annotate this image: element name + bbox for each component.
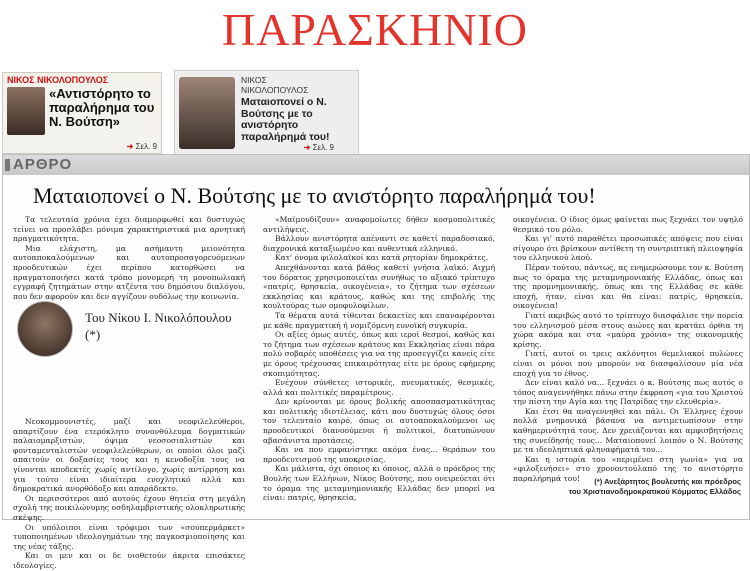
column-3 [513,215,743,484]
section-bar [3,155,749,175]
paragraph: Οι περισσότεροι από αυτούς έχουν θητεία στη μεγάλη σχολή της ποικιλώνυμης οσδηλαμβριστικής ολοκληρωτικής σκέψης. [13,493,245,522]
author-photo [17,301,73,357]
paragraph: Και να που εμφανίστηκε ακόμα ένας... θεράπων του προοδευτισμού της υποκρισίας. [263,445,495,464]
paragraph: Γιατί, αυτοί οι τρεις ακλόνητοι θεμελιακοί πυλώνες είναι οι μόνοι που μπορούν να διασφαλίσουν μία νέα εποχή για το έθνος. [513,349,743,378]
clip-left-photo [7,87,45,135]
paragraph: Και μάλιστα, όχι όποιος κι όποιος, αλλά ο πρόεδρος της Βουλής των Ελλήνων, Νίκος Βούτσης, που ονειρεύεται ότι το όραμα της μεταμνημονιακής Ελλάδας δεν μπορεί να είναι: πατρίς, θρησκεία, [263,464,495,503]
section-marker [5,159,10,171]
paragraph: Δεν κρίνονται με όρους βολικής αποσπασματικότητας και πολιτικής ιδιοτέλειας, κάτι που δυστυχώς όλους όσοι τον τελευταίο καιρό, όπως οι αυτοαποκαλούμενοι ως προοδευτικοί διανοούμενοι ή πολιτικοί, διατυπώνουν αβασάνιστα προτάσεις. [263,397,495,445]
article [2,154,750,570]
column-2 [263,215,495,503]
paragraph: Απεχθάνονται κατά βάθος καθετί γνήσια λαϊκό. Αιχμή του δόρατος χρησιμοποιείται συνήθως το αξιακό τρίπτυχο «πατρίς, θρησκεία, οικογένεια», το ζήτημα των σχέσεων εκκλησίας και κράτους, καθώς και της επιβολής της κουλτούρας των ομοφυλοφίλων. [263,262,495,311]
paragraph: Οι υπόλοιποι είναι τρόφιμοι των «σουπερμάρκετ» τυποποιημένων ιδεολογημάτων της παγκοσμιοποίησης και της νέας τάξης. [13,522,245,551]
clip-left-ref-text: Σελ. 9 [135,142,157,151]
author-byline: Του Νίκου Ι. Νικολόπουλου (*) [85,310,232,342]
author-box [13,299,245,361]
arrow-icon: ➜ [126,142,134,151]
clip-right [174,70,359,156]
clip-right-name-1: ΝΙΚΟΣ [241,75,267,85]
clip-left [2,72,162,154]
column-1-top [13,215,245,301]
arrow-icon: ➜ [303,143,311,152]
page-title: ΠΑΡΑΣΚΗΝΙΟ [221,4,529,55]
paragraph: «Μαϊμουδίζουν» αναφομοίωτες δήθεν κοσμοπολιτικές αντιλήψεις. [263,215,495,234]
clip-right-name [241,75,308,95]
paragraph: Πέραν τούτου, πάντως, ας ενημερώσουμε τον κ. Βούτση πως το όραμα της μεταμνημονιακής Ελλάδας, όπως και της προμνημονιακής, όπως και της Ελλάδας σε κάθε εποχή, ήταν, είναι και θα είναι: πατρίς, θρησκεία, οικογένεια! [513,262,743,311]
clip-right-photo [179,77,235,149]
paragraph: Και οι μεν και οι δε υιοθετούν άκριτα επισάκτες ιδεολογίες. [13,551,245,570]
masthead [0,0,750,62]
signature-line-2: του Χριστιανοδημοκρατικού Κόμματος Ελλάδος [568,487,741,496]
clip-left-name: ΝΙΚΟΣ ΝΙΚΟΛΟΠΟΥΛΟΣ [7,75,109,85]
clip-right-name-2: ΝΙΚΟΛΟΠΟΥΛΟΣ [241,85,309,95]
clip-right-headline: Ματαιοπονεί ο Ν. Βούτσης με το ανιστόρητο παραλήρημά του! [241,96,330,143]
section-label: ΑΡΘΡΟ [13,156,73,173]
column-1-bottom [13,417,245,571]
clip-left-headline: «Αντιστόρητο το παραλήρημα του Ν. Βούτση» [49,86,155,129]
clip-right-ref [304,143,334,152]
paragraph: οικογένεια. Ο ίδιος όμως φαίνεται πως ξεχνάει τον υψηλό θεσμικό του ρόλο. [513,215,743,234]
paragraph: Τα τελευταία χρόνια έχει διαμορφωθεί και δυστυχώς τείνει να προσλάβει μόνιμα χαρακτηριστικά μια αρνητική πραγματικότητα. [13,215,245,244]
signature-line-1: (*) Ανεξάρτητος βουλευτής και πρόεδρος [594,477,741,486]
author-signature [523,477,741,497]
paragraph: Και γι' αυτό παραθέτει προσωπικές απόψεις που είναι σίγουρο ότι βρίσκουν αντίθετη τη συντριπτική πλειοψηφία του ελληνικού λαού. [513,234,743,263]
paragraph: Βάλλουν ανιστόρητα απέναντι σε καθετί παραδοσιακό, διαχρονικά καταξιωμένο και αυθεντικά ελληνικό. [263,234,495,253]
paragraph: Δεν είναι καλό να... ξεχνάει ο κ. Βούτσης πως αυτός ο τόπος αναγεννήθηκε πάνω στην έκφραση «για του Χριστού την πίστη την Αγία και της Πατρίδας την ελευθερία». [513,378,743,407]
article-title: Ματαιοπονεί ο Ν. Βούτσης με το ανιστόρητο παραλήρημά του! [33,183,596,208]
paragraph: Κατ' όνομα φιλολαϊκοί και κατά ρητορίαν δημοκράτες. [275,253,489,263]
paragraph: Και έτσι θα αναγεννηθεί και πάλι. Οι Έλληνες έχουν πολλά μνημονικά βάσανα να αντιμετωπίσουν στην καθημερινότητά τους. Δεν χρειάζονται και αμφισβητήσεις της συνείδησής τους... Ματαιοπονεί λοιπόν ο Ν. Βούτσης με τα ιδεοληπτικά φληναφήματά του... [513,406,743,455]
clip-right-ref-text: Σελ. 9 [312,143,334,152]
paragraph: Και η ιστορία του «περιμένει στη γωνία» για να «φιλοξενήσει» στο χρονοντούλαπό της το ανιστόρητο παραλήρημά του! [513,454,743,484]
paragraph: Νεοκομμουνιστές, μαζί και νεοφιλελεύθεροι, απαρτίζουν ένα ετερόκλητο συνονθύλευμα δογματικών παλαιομαρξιστών, όψιμα νεοσοσιαλιστών και φονταμενταλιστών νεοφιλελεύθερων, οι οποίοι όλοι μαζί απαιτούν οι δοξασίες τους και η κενοδοξία τους να γίνονται αποδεκτές χωρίς αντίλογο, χωρίς αντίρρηση και για τούτο είναι ιδιαίτερα ενοχλητικό αλλά και δημοκρατικά ανορθόδοξο και απαράδεκτο. [13,417,245,494]
paragraph: Μια ελάχιστη, μα ασήμαντη μειονότητα αυτοαποκαλούμενων και αυτοπροσαγορευόμενων προοδευτικών έχει περίπου κατορθώσει να πραγματοποιήσει κατά τρόπο μονομερή τη μονοπωλιακή εγγραφή ζητημάτων στην ατζέντα του δημόσιου διαλόγου, που δεν αφορούν και δεν αγγίζουν ουδόλως την κοινωνία. [13,243,245,301]
paragraph: Ενέχουν σύνθετες ιστορικές, πνευματικές, θεσμικές, αλλά και πολιτικές παραμέτρους. [263,378,495,397]
paragraph: Οι αξίες όμως αυτές, όπως και ιεροί θεσμοί, καθώς και το ζήτημα των σχέσεων κράτους και Εκκλησίας είναι πάρα πολύ σοβαρές υποθέσεις για να της προσεγγίζει κανείς είτε με όρους τρέχουσας επικαιρότητας είτε με όρους εφήμερης σκοπιμότητας. [263,330,495,378]
paragraph: Τα θέματα αυτά τίθενται δεκαετίες και επαναφέρονται με κάθε πραγματική ή νομιζόμενη ευνοϊκή συγκυρία. [263,310,495,330]
clip-left-ref [127,142,157,151]
paragraph: Γιατί ακριβώς αυτό το τρίπτυχο διασφάλισε την πορεία του ελληνισμού μέσα στους αιώνες και κρατάει όρθια τη χώρα ακόμα και στα «μαύρα χρόνια» της οικονομικής κρίσης. [513,310,743,349]
